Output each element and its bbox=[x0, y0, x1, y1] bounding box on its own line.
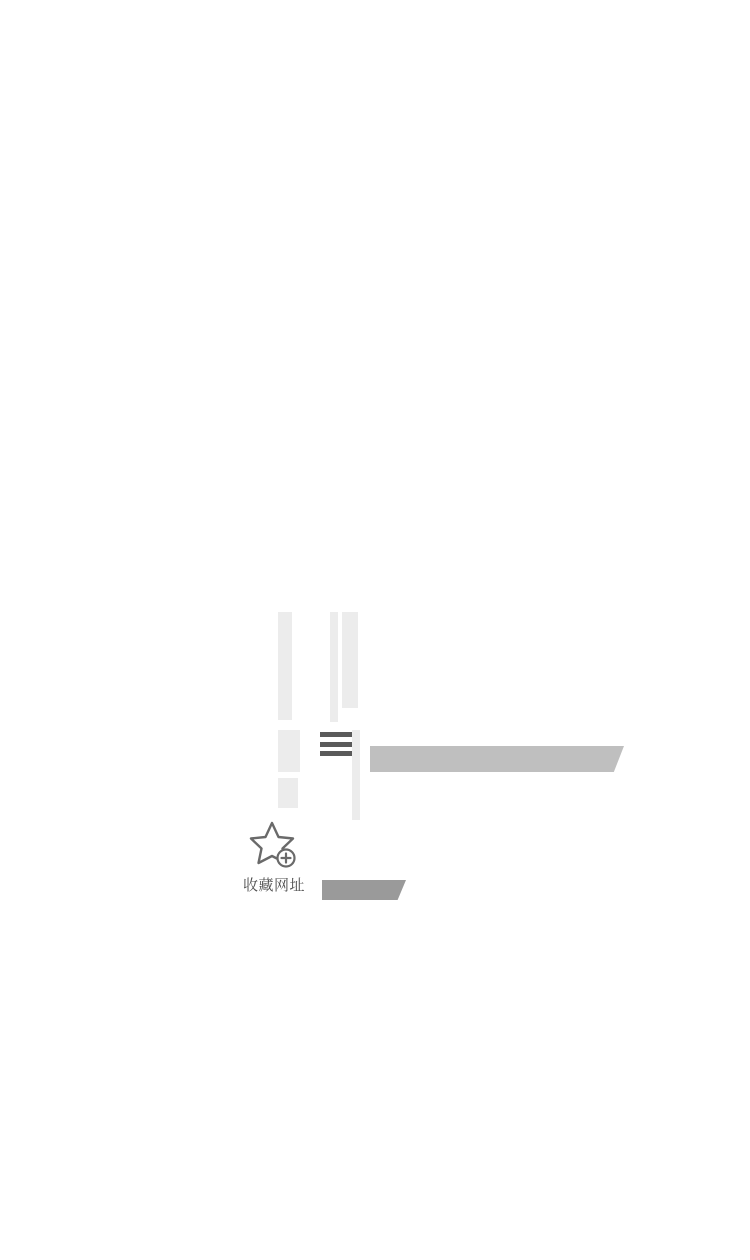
content-bar-secondary bbox=[322, 880, 406, 900]
placeholder-block-5 bbox=[278, 778, 298, 808]
placeholder-block-3 bbox=[342, 612, 358, 708]
placeholder-block-1 bbox=[278, 612, 292, 720]
favorite-site-label: 收藏网址 bbox=[242, 877, 305, 894]
hamburger-line-2 bbox=[320, 742, 352, 747]
placeholder-block-2 bbox=[330, 612, 338, 722]
placeholder-block-4 bbox=[278, 730, 300, 772]
hamburger-line-1 bbox=[320, 732, 352, 737]
favorite-site-button[interactable] bbox=[238, 820, 310, 896]
star-add-icon bbox=[247, 820, 301, 872]
placeholder-block-6 bbox=[352, 730, 360, 820]
hamburger-menu-icon[interactable] bbox=[320, 728, 352, 760]
hamburger-line-3 bbox=[320, 751, 352, 756]
content-bar-primary bbox=[370, 746, 624, 772]
